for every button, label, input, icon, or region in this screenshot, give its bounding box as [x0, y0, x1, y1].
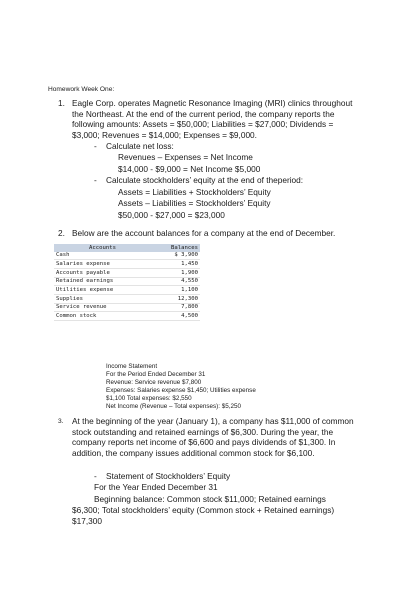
- q1-part-b-line: Assets = Liabilities + Stockholders’ Equity: [118, 187, 271, 197]
- q3-statement-title: Statement of Stockholders’ Equity: [106, 471, 231, 481]
- column-header-balances: Balances: [151, 244, 200, 252]
- q3-balance-line: $6,300; Total stockholders’ equity (Common stock + Retained earnings): [72, 505, 335, 515]
- question-3-number: 3.: [58, 418, 64, 425]
- document-title: Homework Week One:: [48, 86, 115, 93]
- table-row: [54, 303, 200, 312]
- q1-part-b-line: $50,000 - $27,000 = $23,000: [118, 210, 225, 220]
- account-name: Utilities expense: [54, 286, 151, 295]
- question-2-number: 2.: [58, 228, 65, 238]
- q1-part-a-dash: -: [94, 141, 97, 151]
- question-1-text: Eagle Corp. operates Magnetic Resonance Imaging (MRI) clinics throughout the Northeast. At the end of the current period, the company reports the following amounts: Assets = $50,000; Liabilities = $27,000; Dividends = $3,000; Revenues = $14,000; Expenses = $9,000.: [72, 98, 353, 140]
- column-header-accounts: Accounts: [54, 244, 151, 252]
- account-balance: 1,100: [151, 286, 200, 295]
- q3-balance-line: Beginning balance: Common stock $11,000; Retained earnings: [94, 494, 326, 504]
- q3-statement-period: For the Year Ended December 31: [94, 482, 218, 492]
- table-row: [54, 268, 200, 277]
- account-name: Accounts payable: [54, 268, 151, 277]
- account-balance: 4,500: [151, 312, 200, 321]
- income-statement-line: For the Period Ended December 31: [106, 371, 206, 379]
- account-balance: $ 3,900: [151, 252, 200, 260]
- account-name: Supplies: [54, 294, 151, 303]
- table-row: [54, 286, 200, 295]
- account-balance: 1,450: [151, 260, 200, 269]
- income-statement-line: Revenue: Service revenue $7,800: [106, 379, 202, 387]
- q1-part-b-dash: -: [94, 175, 97, 185]
- q1-part-a-line: Revenues – Expenses = Net Income: [118, 152, 253, 162]
- question-1-number: 1.: [58, 98, 65, 108]
- question-3-text: At the beginning of the year (January 1), a company has $11,000 of common stock outstanding and retained earnings of $6,300. During the year, the company reports net income of $6,600 and pays dividends of $1,300. In addition, the company issues additional common stock for $6,100.: [72, 416, 354, 458]
- income-statement-line: Net Income (Revenue – Total expenses): $5,250: [106, 403, 241, 411]
- table-row: [54, 312, 200, 321]
- income-statement-line: Expenses: Salaries expense $1,450; Utilities expense: [106, 387, 256, 395]
- account-name: Cash: [54, 252, 151, 260]
- account-name: Salaries expense: [54, 260, 151, 269]
- account-balances-table: [54, 244, 200, 321]
- account-balance: 1,900: [151, 268, 200, 277]
- account-balance: 4,550: [151, 277, 200, 286]
- income-statement-line: Income Statement: [106, 363, 158, 370]
- q1-part-b-label: Calculate stockholders’ equity at the end of theperiod:: [106, 175, 304, 185]
- account-balance: 12,300: [151, 294, 200, 303]
- account-name: Common stock: [54, 312, 151, 321]
- table-row: [54, 277, 200, 286]
- q3-statement-dash: -: [94, 471, 97, 481]
- account-name: Service revenue: [54, 303, 151, 312]
- income-statement: [106, 363, 256, 412]
- question-2-text: Below are the account balances for a company at the end of December.: [72, 228, 336, 238]
- account-name: Retained earnings: [54, 277, 151, 286]
- q3-balance-line: $17,300: [72, 516, 102, 526]
- table-row: [54, 252, 200, 260]
- income-statement-line: $1,100 Total expenses: $2,550: [106, 395, 192, 403]
- table-row: [54, 294, 200, 303]
- q1-part-b-line: Assets – Liabilities = Stockholders’ Equity: [118, 198, 271, 208]
- account-balance: 7,800: [151, 303, 200, 312]
- q1-part-a-label: Calculate net loss:: [106, 141, 174, 151]
- table-header-row: [54, 244, 200, 252]
- table-row: [54, 260, 200, 269]
- q1-part-a-line: $14,000 - $9,000 = Net Income $5,000: [118, 164, 261, 174]
